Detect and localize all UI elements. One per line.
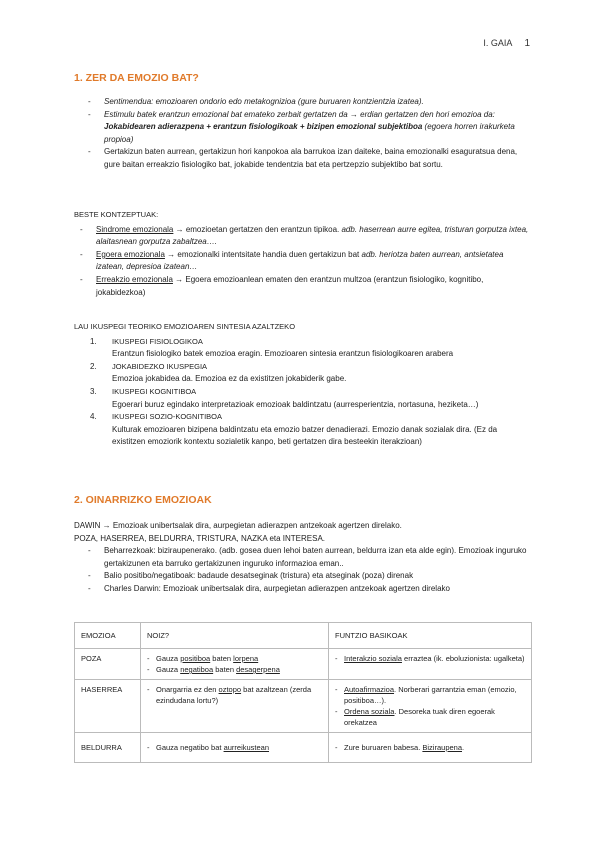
list-item: - Estimulu batek erantzun emozional bat emateko zerbait gertatzen da → erdian gertatzen den hori emozioa da: Jokabidearen adierazpena + erantzun fisiologikoak + bizipen emozional subjektiboa (egoera horren irakurketa propioa) bbox=[74, 109, 530, 147]
list-item: 1. IKUSPEGI FISIOLOGIKOA Erantzun fisiologiko batek emozioa eragin. Emozioaren sintesia erantzun fisiologikoaren arabera bbox=[90, 336, 454, 359]
table-cell: - Gauza positiboa baten lorpena - Gauza negatiboa baten desagerpena bbox=[141, 649, 329, 680]
table-cell: - Gauza negatibo bat aurreikustean bbox=[141, 733, 329, 763]
section-1-list bbox=[74, 96, 530, 172]
list-item: - Sindrome emozionala → emozioetan gertatzen den erantzun tipikoa. adb. haserrean aurre egitea, tristuran gorputza ixtea, alaitasnean gorputza zabaltzea…. bbox=[74, 224, 530, 249]
list-item: - Charles Darwin: Emozioak unibertsalak dira, aurpegietan adierazpen antzekoak agertzen direlako bbox=[74, 583, 530, 596]
table-row bbox=[75, 733, 532, 763]
table-cell: BELDURRA bbox=[75, 733, 141, 763]
table-header: EMOZIOA bbox=[75, 623, 141, 649]
list-item: - Egoera emozionala → emozionalki intentsitate handia duen gertakizun bat adb. heriotza baten aurrean, antsietatea izatean, depresioa izatean… bbox=[74, 249, 530, 274]
list-item: 4. IKUSPEGI SOZIO-KOGNITIBOA Kulturak emozioaren bizipena baldintzatu eta emozio batzer denadierazi. Emozio danak sozialak dira. (Ez da existitzen emoziorik kontextu sozialetik kanpo, beti gertatzen dira besteekin iterakzioan) bbox=[90, 412, 498, 447]
beste-title: BESTE KONTZEPTUAK: bbox=[74, 210, 159, 219]
table-cell: POZA bbox=[75, 649, 141, 680]
section-1-heading: 1. ZER DA EMOZIO BAT? bbox=[74, 72, 199, 84]
table-cell: - Zure buruaren babesa. Biziraupena. bbox=[329, 733, 532, 763]
list-item: - Gertakizun baten aurrean, gertakizun hori kanpokoa ala barrukoa izan daiteke, baina emozionalki esaguratsua dena, gure baitan erreakzio fisiologiko bat, jokabide tendentzia bat eta pertzepzio subjektibo bat sortu. bbox=[74, 146, 530, 171]
list-item: 3. IKUSPEGI KOGNITIBOA Egoerari buruz egindako interpretazioak emozioak baldintzatu (aurresperientzia, nortasuna, heziketa…) bbox=[90, 386, 479, 409]
emotions-line: POZA, HASERREA, BELDURRA, TRISTURA, NAZKA eta INTERESA. bbox=[74, 533, 326, 543]
list-item: - Balio positibo/negatiboak: badaude desatseginak (tristura) eta atseginak (poza) direnak bbox=[74, 570, 530, 583]
table-row bbox=[75, 680, 532, 733]
table-cell: - Onargarria ez den oztopo bat azaltzean (zerda ezindudana lortu?) bbox=[141, 680, 329, 733]
section-2-body bbox=[74, 520, 530, 596]
lau-title: LAU IKUSPEGI TEORIKO EMOZIOAREN SINTESIA AZALTZEKO bbox=[74, 322, 296, 331]
list-item: - Beharrezkoak: biziraupenerako. (adb. gosea duen lehoi baten aurrean, beldurra izan eta alde egin). Emozioak inguruko gertakizunen eta barruko gertakizunen inguruko informazioa eman.. bbox=[74, 545, 530, 570]
list-item: - Erreakzio emozionala → Egoera emozioanlean ematen den erantzun multzoa (erantzun fisiologiko, kognitibo, jokabidezkoa) bbox=[74, 274, 530, 299]
section-2-heading: 2. OINARRIZKO EMOZIOAK bbox=[74, 494, 212, 506]
table-cell: - Autoafirmazioa. Norberari garrantzia eman (emozio, positiboa…). - Ordena soziala. Desoreka tuak diren egoerak orekatzea bbox=[329, 680, 532, 733]
table-header-row bbox=[75, 623, 532, 649]
list-item: 2. JOKABIDEZKO IKUSPEGIA Emozioa jokabidea da. Emozioa ez da existitzen jokabiderik gabe. bbox=[90, 361, 347, 384]
darwin-line: DAWIN → Emozioak unibertsalak dira, aurpegietan adierazpen antzekoak agertzen direlako. bbox=[74, 521, 402, 530]
lau-ikuspegi bbox=[74, 321, 530, 449]
table-header: FUNTZIO BASIKOAK bbox=[329, 623, 532, 649]
table-cell: - Interakzio soziala erraztea (ik. eboluzionista: ugalketa) bbox=[329, 649, 532, 680]
header-title: I. GAIA bbox=[483, 38, 513, 48]
page-header bbox=[483, 38, 530, 49]
beste-kontzeptuak bbox=[74, 209, 530, 299]
table-cell: HASERREA bbox=[75, 680, 141, 733]
table-header: NOIZ? bbox=[141, 623, 329, 649]
table-row bbox=[75, 649, 532, 680]
emotions-table bbox=[74, 622, 532, 763]
page-number: 1 bbox=[524, 38, 530, 49]
list-item: - Sentimendua: emozioaren ondorio edo metakognizioa (gure buruaren kontzientzia izatea). bbox=[74, 96, 530, 109]
